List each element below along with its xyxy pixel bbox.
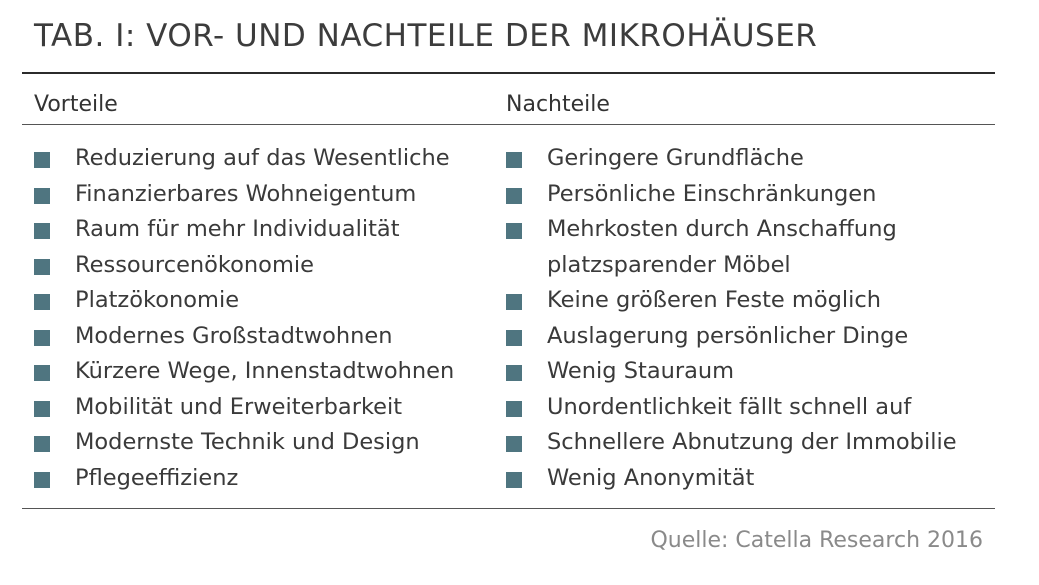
list-item-text: Auslagerung persönlicher Dinge xyxy=(547,322,909,349)
list-item xyxy=(506,141,976,177)
list-item-text: Platzökonomie xyxy=(75,287,240,313)
column-header-vorteile: Vorteile xyxy=(34,92,118,117)
nachteile-list xyxy=(506,141,976,496)
list-item-text: Wenig Anonymität xyxy=(547,464,755,491)
list-item xyxy=(34,354,484,390)
list-item-text: Wenig Stauraum xyxy=(547,358,735,384)
list-item xyxy=(34,390,484,426)
list-item-text: Schnellere Abnutzung der Immobilie xyxy=(547,429,957,455)
table-title: TAB. I: VOR- UND NACHTEILE DER MIKROHÄUSER xyxy=(34,18,818,54)
square-bullet-icon xyxy=(506,152,522,168)
list-item-text: Modernste Technik und Design xyxy=(75,429,420,455)
column-header-nachteile: Nachteile xyxy=(506,92,610,117)
square-bullet-icon xyxy=(34,259,50,275)
square-bullet-icon xyxy=(34,152,50,168)
list-item-continuation: platzsparender Möbel xyxy=(547,251,791,278)
list-item xyxy=(506,177,976,213)
square-bullet-icon xyxy=(506,401,522,417)
list-item xyxy=(506,212,976,283)
square-bullet-icon xyxy=(506,365,522,381)
square-bullet-icon xyxy=(506,223,522,239)
square-bullet-icon xyxy=(34,436,50,452)
list-item xyxy=(506,425,976,461)
list-item-text: Keine größeren Feste möglich xyxy=(547,287,882,313)
list-item xyxy=(506,319,976,355)
bottom-divider xyxy=(22,508,995,509)
square-bullet-icon xyxy=(506,330,522,346)
list-item xyxy=(34,212,484,248)
list-item-text: Mehrkosten durch Anschaffung xyxy=(547,216,897,242)
square-bullet-icon xyxy=(34,294,50,310)
list-item xyxy=(34,283,484,319)
source-caption: Quelle: Catella Research 2016 xyxy=(650,528,983,553)
list-item xyxy=(506,390,976,426)
square-bullet-icon xyxy=(34,223,50,239)
list-item-text: Reduzierung auf das Wesentliche xyxy=(75,145,450,171)
list-item-text: Finanzierbares Wohneigentum xyxy=(75,180,417,207)
list-item-text: Persönliche Einschränkungen xyxy=(547,180,877,207)
square-bullet-icon xyxy=(506,436,522,452)
header-divider xyxy=(22,124,995,125)
list-item-text: Geringere Grundfläche xyxy=(547,145,804,171)
top-divider xyxy=(22,72,995,74)
square-bullet-icon xyxy=(34,188,50,204)
list-item xyxy=(34,248,484,284)
list-item-text: Kürzere Wege, Innenstadtwohnen xyxy=(75,358,455,384)
list-item xyxy=(34,141,484,177)
list-item xyxy=(506,461,976,497)
list-item-text: Modernes Großstadtwohnen xyxy=(75,322,393,349)
list-item xyxy=(34,319,484,355)
list-item xyxy=(506,354,976,390)
square-bullet-icon xyxy=(34,401,50,417)
list-item-text: Raum für mehr Individualität xyxy=(75,216,400,242)
square-bullet-icon xyxy=(34,365,50,381)
list-item xyxy=(34,177,484,213)
list-item-text: Unordentlichkeit fällt schnell auf xyxy=(547,393,912,420)
list-item xyxy=(34,425,484,461)
square-bullet-icon xyxy=(34,330,50,346)
list-item-text: Ressourcenökonomie xyxy=(75,251,314,278)
list-item xyxy=(506,283,976,319)
square-bullet-icon xyxy=(506,472,522,488)
list-item-text: Pflegeeffizienz xyxy=(75,464,239,491)
list-item xyxy=(34,461,484,497)
vorteile-list xyxy=(34,141,484,496)
square-bullet-icon xyxy=(506,294,522,310)
list-item-text: Mobilität und Erweiterbarkeit xyxy=(75,393,403,420)
square-bullet-icon xyxy=(34,472,50,488)
square-bullet-icon xyxy=(506,188,522,204)
